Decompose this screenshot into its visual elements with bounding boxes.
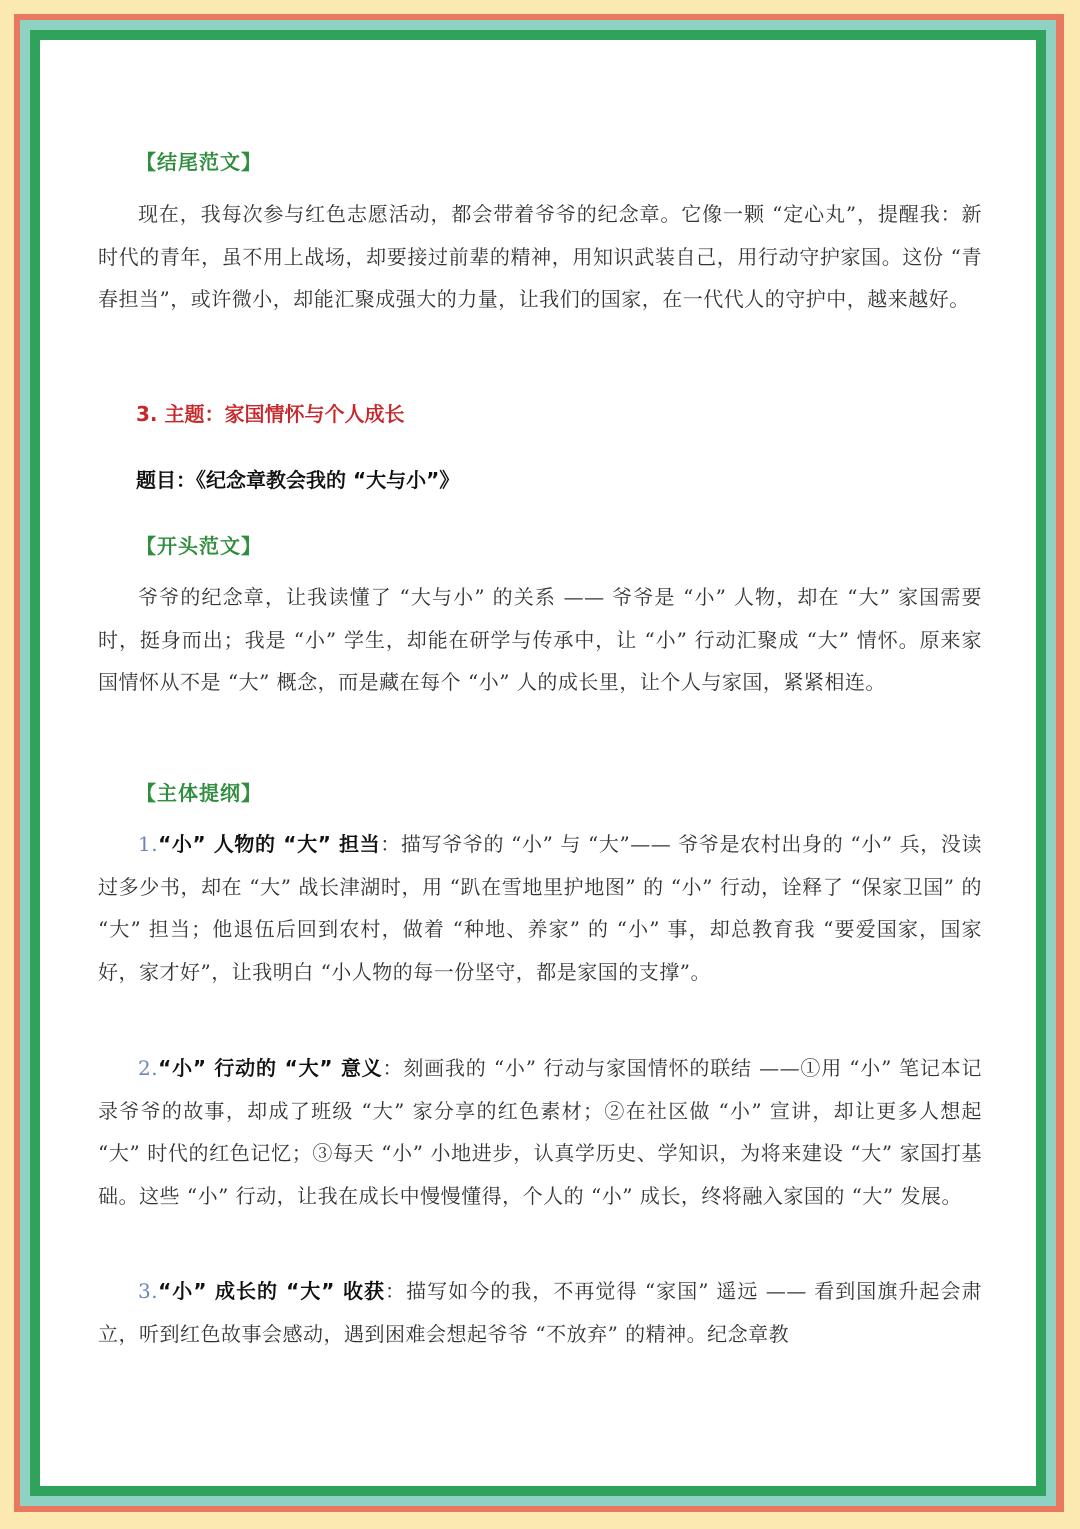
outline-item-number: 2. bbox=[138, 1056, 159, 1080]
outline-item-title: “小” 行动的 “大” 意义 bbox=[158, 1056, 383, 1080]
outline-item-title: “小” 人物的 “大” 担当 bbox=[158, 832, 381, 856]
theme-heading: 3. 主题：家国情怀与个人成长 bbox=[136, 402, 405, 426]
opening-paragraph: 爷爷的纪念章，让我读懂了 “大与小” 的关系 —— 爷爷是 “小” 人物，却在 “大” 家国需要时，挺身而出；我是 “小” 学生，却能在研学与传承中，让 “小” 行动汇聚成 “大” 情怀。原来家国情怀从不是 “大” 概念，而是藏在每个 “小” 人的成长里，让个人与家国，紧紧相连。 bbox=[98, 585, 982, 695]
outline-heading: 【主体提纲】 bbox=[136, 781, 262, 805]
outline-item-text: 描写如今的我，不再觉得 “家国” 遥远 —— 看到国旗升起会肃立，听到红色故事会感动，遇到困难会想起爷爷 “不放弃” 的精神。纪念章教 bbox=[98, 1279, 983, 1346]
outline-item-text: 刻画我的 “小” 行动与家国情怀的联结 ——①用 “小” 笔记本记录爷爷的故事，却成了班级 “大” 家分享的红色素材；②在社区做 “小” 宣讲，却让更多人想起 “大” 时代的红色记忆；③每天 “小” 小地进步，认真学历史、学知识，为将来建设 “大” 家国打基础。这些 “小” 行动，让我在成长中慢慢懂得，个人的 “小” 成长，终将融入家国的 “大” 发展。 bbox=[98, 1056, 983, 1208]
outline-item-number: 3. bbox=[138, 1279, 159, 1303]
outline-item-colon: ： bbox=[382, 1056, 404, 1080]
outline-item bbox=[98, 1270, 982, 1355]
outline-item bbox=[98, 1047, 982, 1217]
outline-item-colon: ： bbox=[380, 832, 401, 856]
outline-item bbox=[98, 823, 982, 993]
outline-item-text: 描写爷爷的 “小” 与 “大”—— 爷爷是农村出身的 “小” 兵，没读过多少书，却在 “大” 战长津湖时，用 “趴在雪地里护地图” 的 “小” 行动，诠释了 “保家卫国” 的 “大” 担当；他退伍后回到农村，做着 “种地、养家” 的 “小” 事，却总教育我 “要爱国家，国家好，家才好”，让我明白 “小人物的每一份坚守，都是家国的支撑”。 bbox=[98, 832, 983, 984]
outline-item-colon: ： bbox=[385, 1279, 407, 1303]
outline-item-number: 1. bbox=[138, 832, 159, 856]
essay-title: 题目：《纪念章教会我的 “大与小”》 bbox=[136, 468, 460, 492]
ending-paragraph: 现在，我每次参与红色志愿活动，都会带着爷爷的纪念章。它像一颗 “定心丸”，提醒我：新时代的青年，虽不用上战场，却要接过前辈的精神，用知识武装自己，用行动守护家国。这份 “青春担当”，或许微小，却能汇聚成强大的力量，让我们的国家，在一代代人的守护中，越来越好。 bbox=[98, 202, 982, 312]
opening-heading: 【开头范文】 bbox=[136, 534, 262, 558]
outline-item-title: “小” 成长的 “大” 收获 bbox=[158, 1279, 386, 1303]
ending-heading: 【结尾范文】 bbox=[136, 150, 262, 174]
